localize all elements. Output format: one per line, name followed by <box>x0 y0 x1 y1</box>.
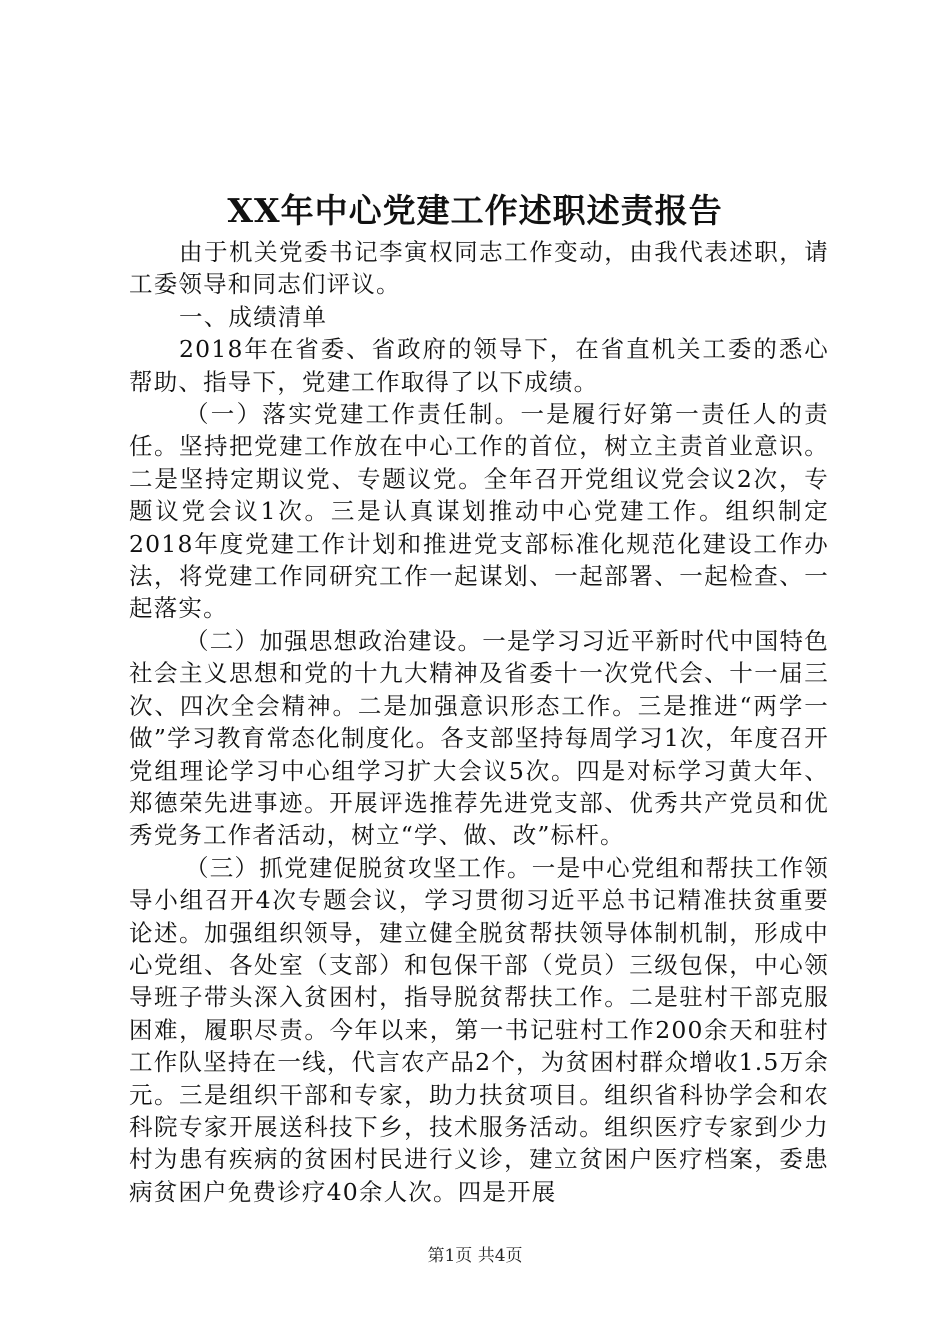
section-heading: 一、成绩清单 <box>179 302 328 331</box>
document-body <box>129 236 829 1208</box>
intro-paragraph: 由于机关党委书记李寅权同志工作变动，由我代表述职，请工委领导和同志们评议。 <box>129 238 829 299</box>
document-title: XX年中心党建工作述职述责报告 <box>227 191 723 230</box>
summary-paragraph: 2018年在省委、省政府的领导下，在省直机关工委的悉心帮助、指导下，党建工作取得了以下成绩。 <box>129 335 829 396</box>
item-paragraph-2: （二）加强思想政治建设。一是学习习近平新时代中国特色社会主义思想和党的十九大精神及省委十一次党代会、十一届三次、四次全会精神。二是加强意识形态工作。三是推进“两学一做”学习教育常态化制度化。各支部坚持每周学习1次，年度召开党组理论学习中心组学习扩大会议5次。四是对标学习黄大年、郑德荣先进事迹。开展评选推荐先进党支部、优秀共产党员和优秀党务工作者活动，树立“学、做、改”标杆。 <box>129 626 829 850</box>
item-paragraph-1: （一）落实党建工作责任制。一是履行好第一责任人的责任。坚持把党建工作放在中心工作的首位，树立主责首业意识。二是坚持定期议党、专题议党。全年召开党组议党会议2次，专题议党会议1次。三是认真谋划推动中心党建工作。组织制定2018年度党建工作计划和推进党支部标准化规范化建设工作办法，将党建工作同研究工作一起谋划、一起部署、一起检查、一起落实。 <box>129 400 829 623</box>
item-paragraph-3: （三）抓党建促脱贫攻坚工作。一是中心党组和帮扶工作领导小组召开4次专题会议，学习贯彻习近平总书记精准扶贫重要论述。加强组织领导，建立健全脱贫帮扶领导体制机制，形成中心党组、各处室（支部）和包保干部（党员）三级包保，中心领导班子带头深入贫困村，指导脱贫帮扶工作。二是驻村干部克服困难，履职尽责。今年以来，第一书记驻村工作200余天和驻村工作队坚持在一线，代言农产品2个，为贫困村群众增收1.5万余元。三是组织干部和专家，助力扶贫项目。组织省科协学会和农科院专家开展送科技下乡，技术服务活动。组织医疗专家到少力村为患有疾病的贫困村民进行义诊，建立贫困户医疗档案，委患病贫困户免费诊疗40余人次。四是开展 <box>129 853 829 1206</box>
page-number-footer: 第1页 共4页 <box>427 1246 523 1266</box>
